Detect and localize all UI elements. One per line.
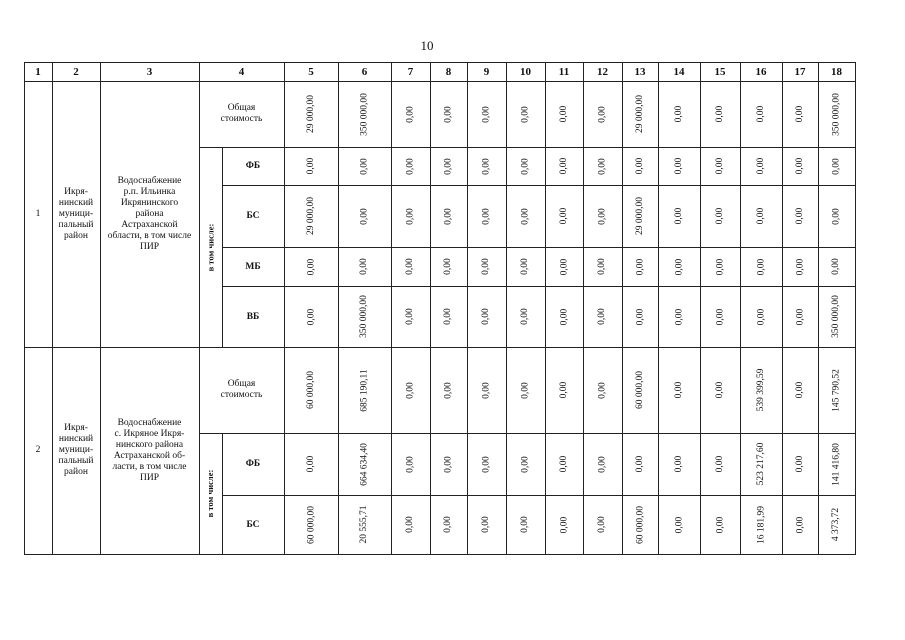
funding-value-cell (658, 147, 700, 185)
funding-value-cell (583, 147, 622, 185)
column-header-10: 10 (520, 65, 531, 78)
total-cost-label: Общая стоимость (220, 103, 263, 124)
funding-value: 0,00 (795, 258, 805, 275)
column-header-2: 2 (73, 65, 79, 78)
funding-value-cell (467, 433, 506, 495)
funding-value-cell (430, 185, 467, 247)
total-value-cell (506, 347, 545, 433)
funding-value-cell (782, 286, 818, 347)
funding-value-cell (818, 185, 855, 247)
column-header-13: 13 (634, 65, 646, 78)
funding-value: 0,00 (715, 157, 725, 175)
funding-value: 0,00 (597, 516, 607, 533)
row-number: 2 (35, 445, 41, 455)
funding-value-cell (391, 247, 430, 286)
funding-value: 0,00 (520, 157, 530, 175)
funding-value-cell (583, 433, 622, 495)
funding-value: 0,00 (756, 308, 766, 325)
total-value: 350 000,00 (831, 92, 841, 136)
funding-value-cell (818, 433, 855, 495)
funding-source-label: ВБ (246, 311, 260, 322)
funding-value-cell (700, 433, 740, 495)
funding-value-cell (467, 247, 506, 286)
funding-value-cell (506, 147, 545, 185)
funding-value-cell (430, 495, 467, 554)
funding-value: 0,00 (674, 516, 684, 533)
district-name: Икря- нинский муници- пальный район (58, 186, 94, 241)
total-value: 0,00 (443, 105, 453, 123)
total-value-cell (658, 347, 700, 433)
total-value: 60 000,00 (635, 371, 645, 409)
funding-value-cell (338, 247, 391, 286)
total-value-cell (430, 81, 467, 147)
funding-value: 0,00 (443, 516, 453, 533)
column-header-8: 8 (445, 65, 452, 78)
total-value-cell (782, 81, 818, 147)
funding-value: 4 373,72 (831, 507, 841, 542)
funding-value: 0,00 (405, 207, 415, 225)
funding-value-cell (391, 433, 430, 495)
funding-value: 0,00 (635, 157, 645, 175)
total-value: 0,00 (795, 381, 805, 399)
total-value: 0,00 (520, 381, 530, 399)
funding-value-cell (622, 495, 658, 554)
funding-value-cell (622, 185, 658, 247)
funding-value-cell (391, 495, 430, 554)
funding-value: 0,00 (443, 308, 453, 325)
funding-value-cell (700, 286, 740, 347)
total-value: 0,00 (481, 381, 491, 399)
funding-source-label: ФБ (245, 161, 261, 171)
total-value: 0,00 (520, 105, 530, 123)
total-value-cell (700, 81, 740, 147)
funding-value: 664 634,40 (359, 442, 369, 486)
funding-value-cell (818, 247, 855, 286)
funding-value-cell (284, 286, 338, 347)
funding-value: 0,00 (795, 455, 805, 473)
funding-value: 0,00 (481, 516, 491, 533)
funding-value: 60 000,00 (635, 505, 645, 544)
funding-value-cell (391, 286, 430, 347)
funding-value: 0,00 (597, 308, 607, 325)
funding-value-cell (740, 247, 782, 286)
total-cost-label: Общая стоимость (220, 379, 263, 400)
funding-value: 0,00 (520, 207, 530, 225)
total-value: 60 000,00 (306, 371, 316, 409)
funding-value-cell (467, 286, 506, 347)
column-header-17: 17 (794, 65, 806, 78)
total-value-cell (740, 81, 782, 147)
funding-source-label: БС (246, 211, 260, 221)
funding-value-cell (622, 247, 658, 286)
funding-value-cell (818, 495, 855, 554)
total-value-cell (622, 81, 658, 147)
funding-value: 0,00 (306, 455, 316, 473)
funding-value: 0,00 (597, 157, 607, 175)
funding-value: 0,00 (405, 516, 415, 533)
total-value-cell (622, 347, 658, 433)
column-header-7: 7 (407, 65, 414, 78)
including-label-cell (199, 433, 222, 554)
funding-value: 0,00 (443, 455, 453, 473)
funding-value: 0,00 (559, 157, 569, 175)
funding-value-cell (284, 147, 338, 185)
funding-value-cell (338, 433, 391, 495)
funding-value: 0,00 (559, 308, 569, 325)
total-value: 0,00 (597, 105, 607, 123)
funding-value: 0,00 (674, 207, 684, 225)
funding-value-cell (700, 185, 740, 247)
funding-value-cell (782, 495, 818, 554)
funding-value-cell (506, 495, 545, 554)
total-value-cell (700, 347, 740, 433)
funding-value: 0,00 (674, 308, 684, 325)
total-value: 0,00 (405, 381, 415, 399)
funding-value-cell (506, 185, 545, 247)
total-value: 0,00 (559, 105, 569, 123)
funding-value: 0,00 (559, 455, 569, 473)
funding-value-cell (782, 247, 818, 286)
funding-value-cell (430, 247, 467, 286)
funding-value-cell (284, 433, 338, 495)
funding-value-cell (782, 147, 818, 185)
funding-value-cell (506, 433, 545, 495)
funding-value-cell (622, 433, 658, 495)
funding-value-cell (658, 286, 700, 347)
funding-value: 0,00 (520, 308, 530, 325)
funding-value-cell (284, 247, 338, 286)
column-header-11: 11 (558, 65, 570, 78)
funding-value-cell (782, 433, 818, 495)
funding-source-label: ФБ (245, 459, 261, 469)
funding-value: 0,00 (481, 207, 491, 225)
funding-value: 0,00 (359, 258, 369, 275)
object-name: Водоснабжение с. Икряное Икря- нинского района Астраханской об- ласти, в том числе ПИР (112, 417, 187, 483)
funding-value: 0,00 (405, 157, 415, 175)
total-value: 0,00 (756, 105, 766, 123)
funding-value: 0,00 (795, 207, 805, 225)
total-value: 685 190,11 (359, 368, 369, 412)
funding-value-cell (545, 247, 583, 286)
funding-value: 0,00 (795, 157, 805, 175)
funding-value-cell (740, 286, 782, 347)
total-value: 350 000,00 (359, 92, 369, 136)
funding-value: 29 000,00 (635, 197, 645, 235)
funding-value: 141 416,80 (831, 442, 841, 486)
funding-value-cell (545, 433, 583, 495)
funding-value-cell (467, 147, 506, 185)
funding-value: 0,00 (306, 157, 316, 175)
funding-source-label: МБ (245, 261, 261, 272)
funding-value-cell (338, 147, 391, 185)
funding-value-cell (430, 433, 467, 495)
column-header-14: 14 (673, 65, 685, 78)
column-header-16: 16 (755, 65, 767, 78)
funding-value-cell (338, 185, 391, 247)
funding-value-cell (818, 147, 855, 185)
funding-value: 523 217,60 (756, 442, 766, 486)
funding-value: 0,00 (756, 157, 766, 175)
funding-value: 0,00 (559, 207, 569, 225)
column-header-15: 15 (714, 65, 726, 78)
funding-value: 0,00 (597, 455, 607, 473)
column-header-5: 5 (308, 65, 314, 78)
funding-value-cell (391, 185, 430, 247)
column-header-1: 1 (35, 65, 41, 78)
total-value: 0,00 (559, 381, 569, 399)
funding-value: 0,00 (715, 455, 725, 473)
funding-value-cell (818, 286, 855, 347)
funding-value-cell (467, 185, 506, 247)
total-value: 0,00 (443, 381, 453, 399)
funding-value: 0,00 (674, 157, 684, 175)
funding-value: 0,00 (597, 258, 607, 275)
page-number: 10 (420, 38, 434, 53)
funding-value-cell (545, 185, 583, 247)
funding-value: 0,00 (481, 455, 491, 473)
total-value-cell (391, 81, 430, 147)
total-value: 29 000,00 (635, 95, 645, 133)
total-value: 0,00 (597, 381, 607, 399)
funding-value-cell (545, 495, 583, 554)
funding-value: 0,00 (795, 308, 805, 325)
total-value-cell (545, 81, 583, 147)
funding-value-cell (700, 147, 740, 185)
total-value-cell (740, 347, 782, 433)
funding-value: 0,00 (520, 516, 530, 533)
funding-value: 0,00 (481, 157, 491, 175)
funding-value: 60 000,00 (306, 505, 316, 544)
funding-value: 0,00 (831, 207, 841, 225)
column-header-3: 3 (146, 65, 153, 78)
funding-value: 0,00 (481, 308, 491, 325)
funding-value-cell (430, 147, 467, 185)
funding-value: 0,00 (715, 207, 725, 225)
funding-value-cell (782, 185, 818, 247)
funding-value: 0,00 (559, 516, 569, 533)
including-label: в том числе: (205, 469, 215, 518)
funding-value: 16 181,99 (756, 505, 766, 544)
funding-value-cell (740, 185, 782, 247)
funding-source-label: БС (246, 519, 260, 530)
total-value-cell (284, 347, 338, 433)
funding-value: 0,00 (405, 455, 415, 473)
funding-value: 0,00 (795, 516, 805, 533)
including-label-cell (199, 147, 222, 347)
column-header-18: 18 (831, 65, 842, 78)
funding-value: 29 000,00 (306, 197, 316, 235)
total-value: 0,00 (715, 381, 725, 399)
funding-value: 0,00 (359, 207, 369, 225)
district-name: Икря- нинский муници- пальный район (58, 423, 94, 477)
total-value-cell (658, 81, 700, 147)
funding-value: 0,00 (443, 258, 453, 275)
total-value-cell (338, 347, 391, 433)
total-value: 145 790,52 (831, 368, 841, 412)
funding-value-cell (506, 286, 545, 347)
total-value-cell (430, 347, 467, 433)
funding-value: 0,00 (559, 258, 569, 275)
funding-value: 0,00 (481, 258, 491, 275)
funding-value: 0,00 (359, 157, 369, 175)
funding-value: 0,00 (635, 258, 645, 275)
funding-value-cell (506, 247, 545, 286)
column-header-12: 12 (597, 65, 608, 78)
funding-value: 350 000,00 (359, 295, 369, 338)
object-name: Водоснабжение р.п. Ильинка Икрянинского района Астраханской области, в том числе ПИР (107, 175, 192, 252)
funding-value: 0,00 (405, 258, 415, 275)
column-header-4: 4 (238, 65, 245, 78)
total-value: 0,00 (674, 381, 684, 399)
funding-value: 0,00 (405, 308, 415, 325)
funding-value: 0,00 (831, 258, 841, 275)
total-value-cell (284, 81, 338, 147)
funding-value: 0,00 (443, 157, 453, 175)
funding-value-cell (284, 495, 338, 554)
funding-value: 0,00 (520, 455, 530, 473)
total-value-cell (818, 81, 855, 147)
total-value-cell (782, 347, 818, 433)
funding-value-cell (391, 147, 430, 185)
total-value-cell (338, 81, 391, 147)
funding-value-cell (338, 495, 391, 554)
funding-value-cell (658, 185, 700, 247)
funding-value-cell (622, 147, 658, 185)
total-value-cell (545, 347, 583, 433)
funding-value-cell (467, 495, 506, 554)
total-value: 29 000,00 (306, 95, 316, 133)
funding-value-cell (740, 147, 782, 185)
funding-value: 0,00 (635, 308, 645, 325)
funding-value: 0,00 (756, 207, 766, 225)
funding-value-cell (622, 286, 658, 347)
funding-value-cell (338, 286, 391, 347)
total-value-cell (467, 347, 506, 433)
funding-value-cell (658, 433, 700, 495)
total-value: 0,00 (481, 105, 491, 123)
funding-value: 0,00 (756, 258, 766, 275)
column-header-6: 6 (361, 65, 368, 78)
funding-value-cell (700, 495, 740, 554)
funding-value-cell (545, 286, 583, 347)
funding-value-cell (583, 286, 622, 347)
total-value: 0,00 (674, 105, 684, 123)
funding-value: 0,00 (715, 258, 725, 275)
funding-value: 0,00 (520, 258, 530, 275)
funding-value: 0,00 (597, 207, 607, 225)
total-value: 539 399,59 (756, 368, 766, 412)
funding-value: 0,00 (306, 308, 316, 325)
funding-value: 20 555,71 (359, 505, 369, 544)
funding-value-cell (700, 247, 740, 286)
funding-value-cell (430, 286, 467, 347)
funding-value-cell (658, 247, 700, 286)
total-value-cell (818, 347, 855, 433)
total-value-cell (391, 347, 430, 433)
funding-value-cell (740, 433, 782, 495)
funding-value: 350 000,00 (831, 295, 841, 338)
total-value-cell (467, 81, 506, 147)
funding-value: 0,00 (715, 516, 725, 533)
funding-value: 0,00 (674, 258, 684, 275)
total-value-cell (506, 81, 545, 147)
funding-value: 0,00 (674, 455, 684, 473)
column-header-9: 9 (483, 65, 490, 78)
funding-value-cell (583, 495, 622, 554)
including-label: в том числе: (205, 223, 215, 271)
funding-value-cell (658, 495, 700, 554)
funding-value-cell (284, 185, 338, 247)
funding-value: 0,00 (306, 258, 316, 275)
funding-value: 0,00 (831, 157, 841, 175)
total-value: 0,00 (715, 105, 725, 123)
total-value: 0,00 (405, 105, 415, 123)
funding-value: 0,00 (443, 207, 453, 225)
funding-value: 0,00 (635, 455, 645, 473)
row-number: 1 (35, 208, 41, 219)
funding-value-cell (740, 495, 782, 554)
total-value: 0,00 (795, 105, 805, 123)
funding-value-cell (545, 147, 583, 185)
funding-value: 0,00 (715, 308, 725, 325)
funding-value-cell (583, 247, 622, 286)
total-value-cell (583, 347, 622, 433)
total-value-cell (583, 81, 622, 147)
funding-value-cell (583, 185, 622, 247)
